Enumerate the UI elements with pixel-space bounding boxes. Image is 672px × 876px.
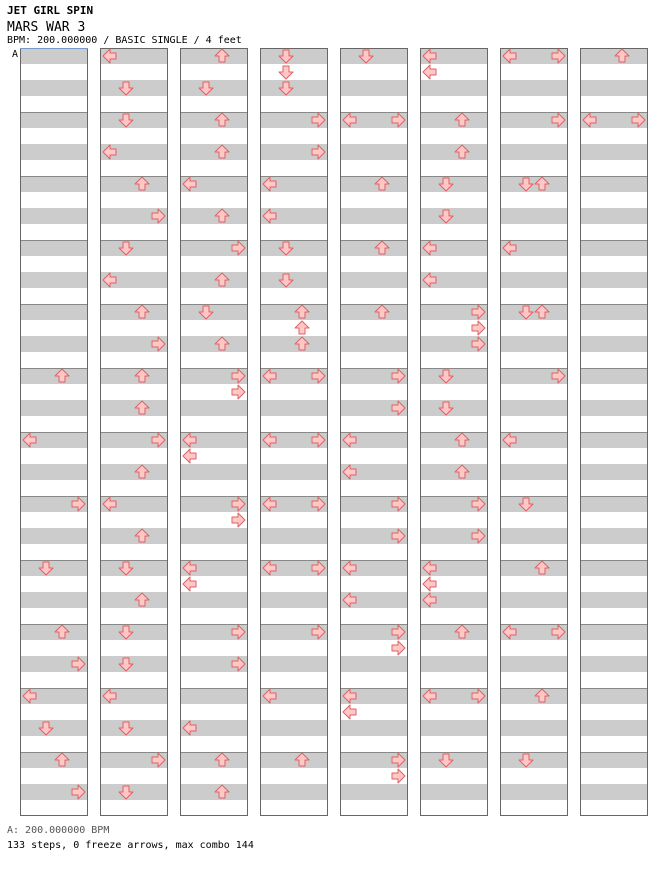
- beat-stripe: [20, 208, 88, 224]
- beat-stripe: [500, 656, 568, 672]
- right-arrow-icon: [232, 513, 245, 527]
- beat-stripe: [180, 752, 248, 768]
- beat-stripe: [180, 208, 248, 224]
- beat-stripe: [340, 656, 408, 672]
- beat-stripe: [340, 80, 408, 96]
- beat-stripe: [340, 784, 408, 800]
- beat-stripe: [100, 720, 168, 736]
- beat-stripe: [100, 528, 168, 544]
- beat-stripe: [180, 48, 248, 64]
- beat-stripe: [500, 400, 568, 416]
- beat-stripe: [100, 592, 168, 608]
- beat-stripe: [260, 592, 328, 608]
- right-arrow-icon: [392, 641, 405, 655]
- beat-stripe: [260, 240, 328, 256]
- beat-stripe: [340, 176, 408, 192]
- beat-stripe: [580, 336, 648, 352]
- beat-stripe: [500, 592, 568, 608]
- beat-stripe: [20, 144, 88, 160]
- left-arrow-icon: [183, 449, 196, 463]
- right-arrow-icon: [232, 385, 245, 399]
- beat-stripe: [420, 112, 488, 128]
- beat-stripe: [580, 528, 648, 544]
- beat-stripe: [260, 784, 328, 800]
- beat-stripe: [500, 272, 568, 288]
- beat-stripe: [260, 304, 328, 320]
- beat-stripe: [100, 656, 168, 672]
- beat-stripe: [100, 400, 168, 416]
- beat-stripe: [580, 240, 648, 256]
- beat-stripe: [580, 432, 648, 448]
- beat-stripe: [580, 624, 648, 640]
- beat-stripe: [420, 176, 488, 192]
- beat-stripe: [100, 784, 168, 800]
- beat-stripe: [580, 368, 648, 384]
- beat-stripe: [20, 272, 88, 288]
- beat-stripe: [420, 784, 488, 800]
- beat-stripe: [340, 208, 408, 224]
- beat-stripe: [420, 80, 488, 96]
- beat-stripe: [180, 528, 248, 544]
- beat-stripe: [180, 144, 248, 160]
- beat-stripe: [580, 592, 648, 608]
- beat-stripe: [580, 400, 648, 416]
- beat-stripe: [180, 592, 248, 608]
- beat-stripe: [260, 752, 328, 768]
- beat-stripe: [20, 400, 88, 416]
- beat-stripe: [100, 176, 168, 192]
- beat-stripe: [580, 304, 648, 320]
- beat-stripe: [100, 464, 168, 480]
- beat-stripe: [420, 368, 488, 384]
- beat-stripe: [500, 336, 568, 352]
- beat-stripe: [260, 336, 328, 352]
- left-arrow-icon: [423, 65, 436, 79]
- beat-stripe: [580, 656, 648, 672]
- beat-stripe: [580, 464, 648, 480]
- beat-stripe: [20, 48, 88, 64]
- beat-stripe: [260, 656, 328, 672]
- beat-stripe: [100, 624, 168, 640]
- beat-stripe: [420, 464, 488, 480]
- beat-stripe: [500, 208, 568, 224]
- beat-stripe: [500, 80, 568, 96]
- beat-stripe: [500, 688, 568, 704]
- left-arrow-icon: [343, 705, 356, 719]
- beat-stripe: [420, 752, 488, 768]
- beat-stripe: [340, 272, 408, 288]
- beat-stripe: [20, 336, 88, 352]
- bpm-marker-label: A: [12, 49, 19, 60]
- beat-stripe: [20, 464, 88, 480]
- left-arrow-icon: [423, 577, 436, 591]
- beat-stripe: [500, 144, 568, 160]
- beat-stripe: [100, 304, 168, 320]
- beat-stripe: [20, 560, 88, 576]
- beat-stripe: [580, 80, 648, 96]
- beat-stripe: [500, 176, 568, 192]
- beat-stripe: [340, 240, 408, 256]
- beat-stripe: [580, 688, 648, 704]
- up-arrow-icon: [295, 321, 309, 334]
- beat-stripe: [20, 240, 88, 256]
- beat-stripe: [580, 560, 648, 576]
- beat-stripe: [420, 400, 488, 416]
- song-title: JET GIRL SPIN: [7, 4, 94, 17]
- beat-stripe: [260, 272, 328, 288]
- beat-stripe: [420, 720, 488, 736]
- beat-stripe: [20, 112, 88, 128]
- beat-stripe: [20, 80, 88, 96]
- beat-stripe: [340, 336, 408, 352]
- beat-stripe: [420, 624, 488, 640]
- beat-stripe: [500, 720, 568, 736]
- beat-stripe: [580, 144, 648, 160]
- beat-stripe: [500, 784, 568, 800]
- beat-stripe: [580, 208, 648, 224]
- footer-bpm-line: A: 200.000000 BPM: [7, 825, 110, 836]
- beat-stripe: [500, 560, 568, 576]
- beat-stripe: [580, 272, 648, 288]
- beat-stripe: [100, 240, 168, 256]
- beat-stripe: [500, 496, 568, 512]
- beat-stripe: [180, 80, 248, 96]
- beat-stripe: [580, 176, 648, 192]
- beat-stripe: [260, 528, 328, 544]
- chart-info: BPM: 200.000000 / BASIC SINGLE / 4 feet: [7, 35, 242, 46]
- beat-stripe: [180, 688, 248, 704]
- beat-stripe: [20, 304, 88, 320]
- beat-stripe: [260, 400, 328, 416]
- right-arrow-icon: [472, 321, 485, 335]
- beat-stripe: [420, 144, 488, 160]
- beat-stripe: [340, 144, 408, 160]
- beat-stripe: [580, 48, 648, 64]
- down-arrow-icon: [279, 66, 293, 79]
- beat-stripe: [180, 784, 248, 800]
- beat-stripe: [340, 48, 408, 64]
- beat-stripe: [260, 80, 328, 96]
- beat-stripe: [260, 464, 328, 480]
- beat-stripe: [420, 208, 488, 224]
- beat-stripe: [100, 368, 168, 384]
- beat-stripe: [180, 304, 248, 320]
- beat-stripe: [500, 528, 568, 544]
- beat-stripe: [180, 272, 248, 288]
- chart-title: MARS WAR 3: [7, 20, 86, 35]
- right-arrow-icon: [392, 769, 405, 783]
- beat-stripe: [500, 752, 568, 768]
- beat-stripe: [420, 656, 488, 672]
- beat-stripe: [20, 720, 88, 736]
- beat-stripe: [180, 112, 248, 128]
- beat-stripe: [20, 528, 88, 544]
- beat-stripe: [20, 368, 88, 384]
- beat-stripe: [100, 112, 168, 128]
- beat-stripe: [180, 336, 248, 352]
- beat-stripe: [180, 400, 248, 416]
- beat-stripe: [20, 624, 88, 640]
- beat-stripe: [20, 752, 88, 768]
- beat-stripe: [180, 464, 248, 480]
- beat-stripe: [340, 720, 408, 736]
- left-arrow-icon: [183, 577, 196, 591]
- beat-stripe: [100, 80, 168, 96]
- beat-stripe: [260, 720, 328, 736]
- beat-stripe: [340, 304, 408, 320]
- beat-stripe: [260, 48, 328, 64]
- beat-stripe: [580, 720, 648, 736]
- beat-stripe: [20, 176, 88, 192]
- beat-stripe: [420, 432, 488, 448]
- beat-stripe: [20, 592, 88, 608]
- beat-stripe: [500, 464, 568, 480]
- beat-stripe: [580, 784, 648, 800]
- beat-stripe: [500, 304, 568, 320]
- footer-stats-line: 133 steps, 0 freeze arrows, max combo 144: [7, 840, 254, 851]
- beat-stripe: [100, 560, 168, 576]
- beat-stripe: [580, 496, 648, 512]
- beat-stripe: [580, 752, 648, 768]
